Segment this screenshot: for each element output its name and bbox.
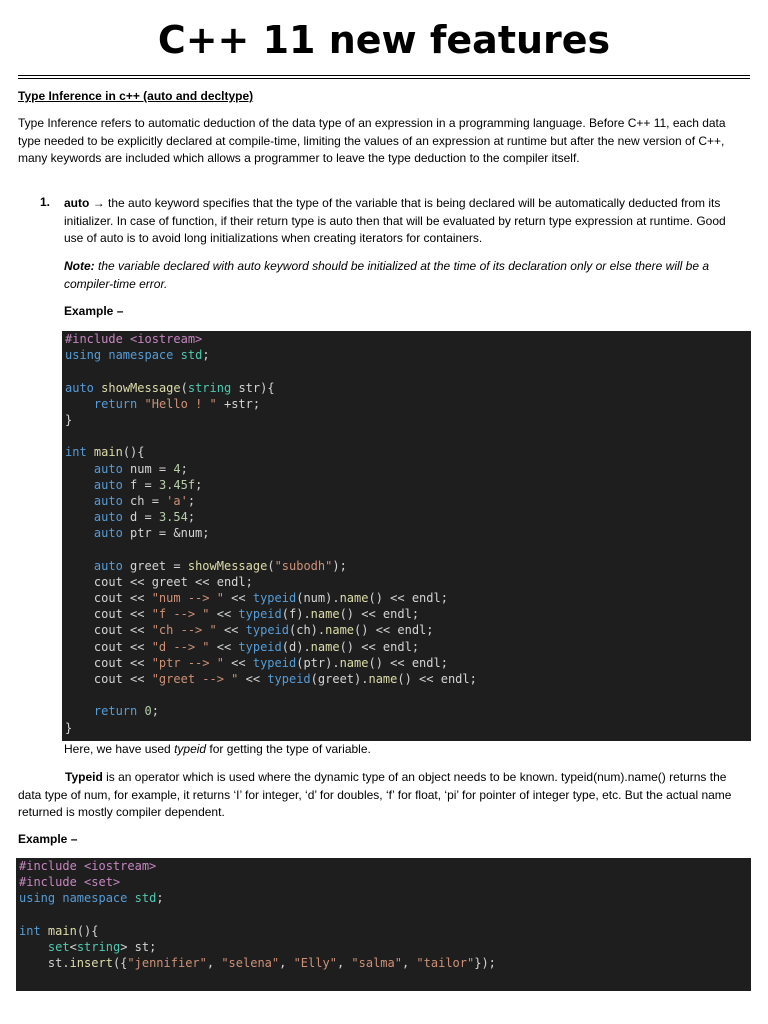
code-line: auto showMessage(string str){ xyxy=(65,380,275,395)
note-label: Note: xyxy=(64,259,95,273)
code-line: set<string> st; xyxy=(47,939,157,954)
code-line: cout << "ptr --> " << typeid(ptr).name() << endl; xyxy=(65,655,448,670)
list-number: 1. xyxy=(40,195,51,209)
code-line xyxy=(65,363,748,379)
code-line: #include <set> xyxy=(19,875,121,890)
section-heading: Type Inference in c++ (auto and decltype) xyxy=(18,89,254,103)
example-label-1: Example – xyxy=(64,304,124,318)
code-line xyxy=(65,687,748,703)
code-line: cout << "f --> " << typeid(f).name() << endl; xyxy=(65,607,420,622)
typeid-line-after: for getting the type of variable. xyxy=(206,742,371,756)
code-line: } xyxy=(65,720,73,735)
note-text: the variable declared with auto keyword should be initialized at the time of its declaration only or else there will be a compiler-time error. xyxy=(64,259,710,291)
code-block-2 xyxy=(16,858,751,991)
note-paragraph xyxy=(64,258,748,293)
list-item-auto xyxy=(64,195,748,248)
code-line: return 0; xyxy=(93,704,159,719)
code-line: st.insert({"jennifier", "selena", "Elly", "salma", "tailor"}); xyxy=(19,956,496,971)
code-line: using namespace std; xyxy=(65,348,210,363)
example-label-2: Example – xyxy=(18,832,78,846)
code-line: cout << "num --> " << typeid(num).name() << endl; xyxy=(65,591,448,605)
typeid-term: typeid xyxy=(174,742,207,756)
code-line xyxy=(65,541,748,557)
auto-keyword: auto xyxy=(64,196,90,210)
typeid-paragraph xyxy=(18,769,748,822)
auto-description: the auto keyword specifies that the type of the variable that is being declared will be automatically deducted from its initializer. In case of function, if their return type is auto then that will be evaluated by return type expression at runtime. Good use of auto is to avoid long initializations when creating iterators for containers. xyxy=(64,196,726,245)
code-line: auto greet = showMessage("subodh"); xyxy=(93,558,347,573)
typeid-term-bold: Typeid xyxy=(65,770,103,784)
code-line: auto num = 4; xyxy=(93,461,188,476)
code-line: auto ptr = &num; xyxy=(93,526,210,541)
code-line: auto d = 3.54; xyxy=(93,510,196,525)
code-line: #include <iostream> xyxy=(65,332,203,346)
code-line: return "Hello ! " +str; xyxy=(93,396,261,411)
code-line: cout << "ch --> " << typeid(ch).name() << endl; xyxy=(65,623,434,638)
code-line: auto ch = 'a'; xyxy=(93,493,196,508)
code-line: auto f = 3.45f; xyxy=(93,477,203,492)
code-block-1 xyxy=(62,331,751,741)
code-line: cout << "greet --> " << typeid(greet).name() << endl; xyxy=(65,671,477,686)
arrow-icon: → xyxy=(92,196,105,210)
code-line: } xyxy=(65,412,73,427)
code-line: cout << greet << endl; xyxy=(65,574,253,589)
page-title: C++ 11 new features xyxy=(157,18,611,62)
code-line xyxy=(19,907,748,923)
code-line: cout << "d --> " << typeid(d).name() << endl; xyxy=(65,639,420,654)
title-divider-bottom xyxy=(18,78,750,79)
code-line: using namespace std; xyxy=(19,891,164,906)
typeid-line-before: Here, we have used xyxy=(64,742,175,756)
code-line: int main(){ xyxy=(65,445,145,460)
code-line: int main(){ xyxy=(19,923,99,938)
code-line: #include <iostream> xyxy=(19,859,157,873)
intro-paragraph: Type Inference refers to automatic deduction of the data type of an expression in a programming language. Before C++ 11, each data type needed to be explicitly declared at compile-time, limiting the values of an expression at runtime but after the new version of C++, many keywords are included which allows a programmer to leave the type deduction to the compiler itself. xyxy=(18,116,726,165)
typeid-line xyxy=(64,741,748,759)
title-divider-top xyxy=(18,75,750,76)
code-line xyxy=(65,428,748,444)
typeid-paragraph-text: is an operator which is used where the dynamic type of an object needs to be known. typeid(num).name() returns the data type of num, for example, it returns ‘I’ for integer, ‘d’ for doubles, ‘f’ for float, ‘pi’ for pointer of integer type, etc. But the actual name returned is mostly compiler dependent. xyxy=(18,770,732,819)
